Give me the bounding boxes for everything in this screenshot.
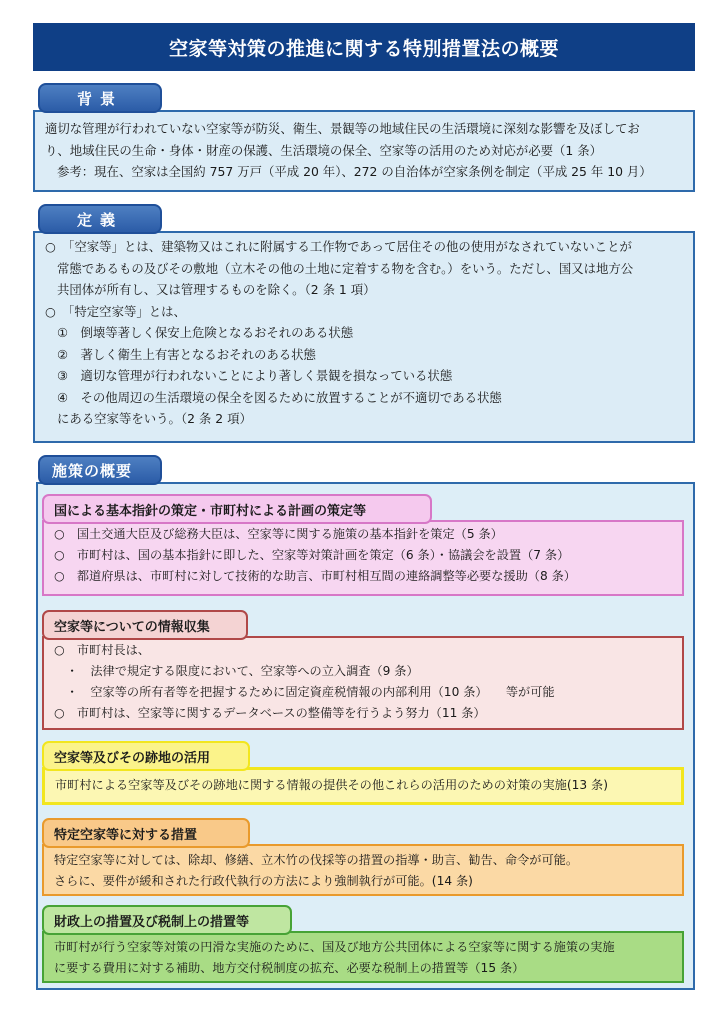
section-fiscal-measures-line-2: に要する費用に対する補助、地方交付税制度の拡充、必要な税制上の措置等（15 条） (54, 961, 525, 975)
definition-line-9: にある空家等をいう。（2 条 2 項） (57, 411, 252, 426)
background-panel (33, 110, 695, 192)
definition-line-2: 常態であるもの及びその敷地（立木その他の土地に定着する物を含む。）をいう。ただし、国又は地方公 (57, 260, 634, 276)
section-info-collection-line-4: ○ 市町村は、空家等に関するデータベースの整備等を行うよう努力（11 条） (54, 706, 486, 720)
section-fiscal-measures-box (42, 931, 684, 983)
section-specific-measures-heading: 特定空家等に対する措置 (42, 818, 250, 848)
section-specific-measures-line-2: さらに、要件が緩和された行政代執行の方法により強制執行が可能。(14 条) (54, 874, 473, 888)
definition-item-4: ④ その他周辺の生活環境の保全を図るために放置することが不適切である状態 (57, 389, 502, 405)
definition-line-1: ○ 「空家等」とは、建築物又はこれに附属する工作物であって居住その他の使用がなされていないことが (45, 239, 632, 254)
section-info-collection-box (42, 636, 684, 730)
section-info-collection-line-3: ・ 空家等の所有者等を把握するために固定資産税情報の内部利用（10 条） 等が可能 (66, 685, 555, 699)
section-fiscal-measures-line-1: 市町村が行う空家等対策の円滑な実施のために、国及び地方公共団体による空家等に関する施策の実施 (54, 940, 615, 954)
section-info-collection-heading: 空家等についての情報収集 (42, 610, 248, 640)
background-line-3: 参考：現在、空家は全国約 757 万戸（平成 20 年）、272 の自治体が空家条例を制定（平成 25 年 10 月） (57, 164, 652, 179)
section-specific-measures-line-1: 特定空家等に対しては、除却、修繕、立木竹の伐採等の措置の指導・助言、勧告、命令が可能。 (54, 853, 579, 867)
section-basic-policy-heading: 国による基本指針の策定・市町村による計画の策定等 (42, 494, 432, 524)
section-basic-policy-line-2: ○ 市町村は、国の基本指針に即した、空家等対策計画を策定（6 条）・協議会を設置（7 条） (54, 548, 570, 562)
background-line-2: り、地域住民の生命・身体・財産の保護、生活環境の保全、空家等の活用のため対応が必要（1 条） (45, 142, 603, 158)
page-title: 空家等対策の推進に関する特別措置法の概要 (33, 23, 695, 71)
measures-tab: 施策の概要 (38, 455, 162, 485)
section-utilization-line-1: 市町村による空家等及びその跡地に関する情報の提供その他これらの活用のための対策の実施(13 条) (55, 778, 608, 792)
definition-item-2: ② 著しく衛生上有害となるおそれのある状態 (57, 346, 316, 362)
background-line-1: 適切な管理が行われていない空家等が防災、衛生、景観等の地域住民の生活環境に深刻な影響を及ぼしてお (45, 121, 640, 136)
section-basic-policy-line-1: ○ 国土交通大臣及び総務大臣は、空家等に関する施策の基本指針を策定（5 条） (54, 527, 503, 541)
definition-item-1: ① 倒壊等著しく保安上危険となるおそれのある状態 (57, 325, 354, 340)
definition-line-4: ○ 「特定空家等」とは、 (45, 303, 186, 319)
section-info-collection-line-2: ・ 法律で規定する限度において、空家等への立入調査（9 条） (66, 664, 419, 678)
section-specific-measures-box (42, 844, 684, 896)
definition-line-3: 共団体が所有し、又は管理するものを除く。（2 条 1 項） (57, 282, 376, 297)
section-info-collection-line-1: ○ 市町村長は、 (54, 643, 150, 657)
definition-item-3: ③ 適切な管理が行われないことにより著しく景観を損なっている状態 (57, 368, 453, 383)
definition-panel (33, 231, 695, 443)
section-utilization-box (42, 767, 684, 805)
background-tab: 背景 (38, 83, 162, 113)
section-basic-policy-line-3: ○ 都道府県は、市町村に対して技術的な助言、市町村相互間の連絡調整等必要な援助（8 条） (54, 569, 576, 583)
section-basic-policy-box (42, 520, 684, 596)
section-utilization-heading: 空家等及びその跡地の活用 (42, 741, 250, 771)
definition-tab: 定義 (38, 204, 162, 234)
section-fiscal-measures-heading: 財政上の措置及び税制上の措置等 (42, 905, 292, 935)
